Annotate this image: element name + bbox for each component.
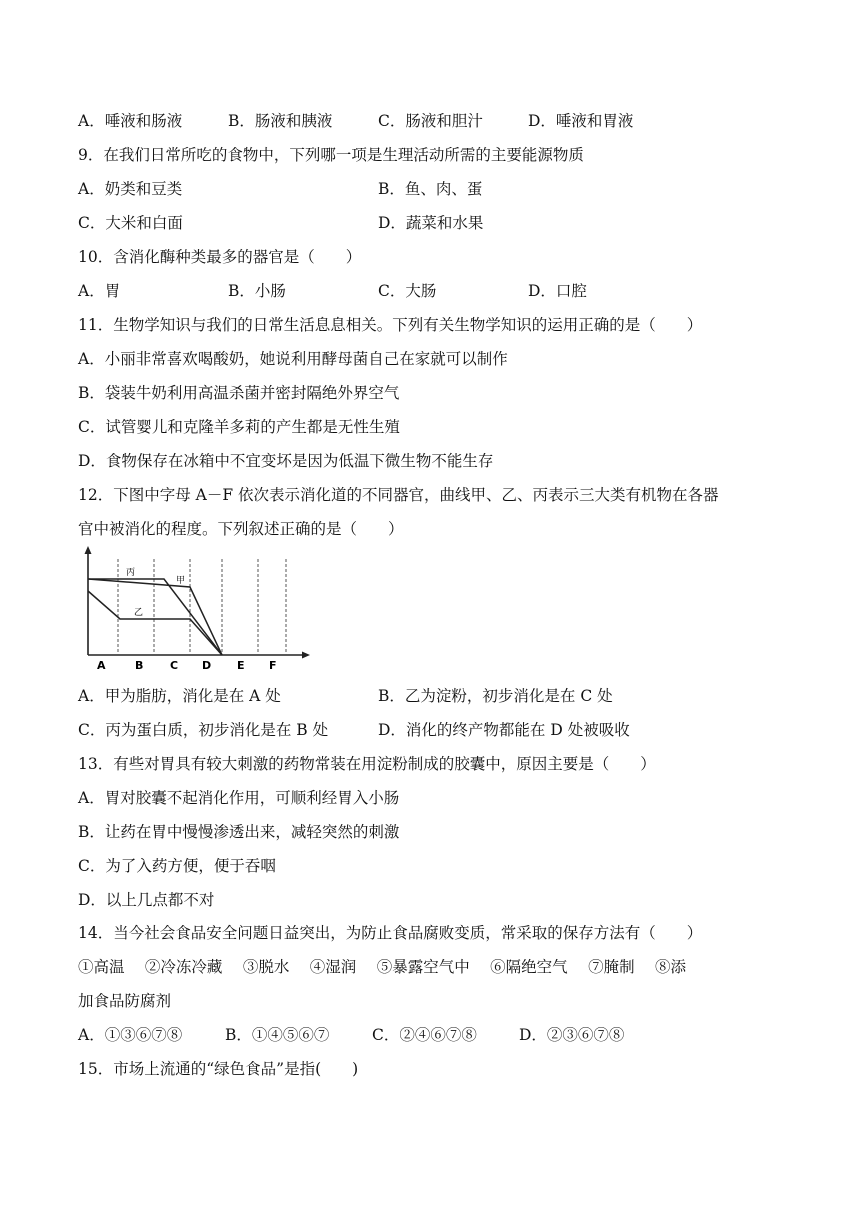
q8-option-a: A．唾液和肠液 <box>78 112 183 130</box>
q8-option-d: D．唾液和胃液 <box>528 112 634 130</box>
q15-stem: 15．市场上流通的“绿色食品”是指( ) <box>78 1060 359 1078</box>
curve-label-yi: 乙 <box>134 608 144 618</box>
x-label-b: B <box>135 659 144 672</box>
q14-option-a: A．①③⑥⑦⑧ <box>78 1026 183 1044</box>
q11-option-c: C．试管婴儿和克隆羊多莉的产生都是无性生殖 <box>78 418 400 436</box>
q13-option-b: B．让药在胃中慢慢渗透出来，减轻突然的刺激 <box>78 823 400 841</box>
q10-option-a: A．胃 <box>78 282 121 300</box>
q9-option-d: D．蔬菜和水果 <box>378 214 484 232</box>
x-label-c: C <box>170 659 179 672</box>
q11-option-a: A．小丽非常喜欢喝酸奶，她说利用酵母菌自己在家就可以制作 <box>78 350 508 368</box>
q14-items-line1: ①高温 ②冷冻冷藏 ③脱水 ④湿润 ⑤暴露空气中 ⑥隔绝空气 ⑦腌制 ⑧添 <box>78 958 686 976</box>
curve-label-jia: 甲 <box>176 576 186 586</box>
x-label-a: A <box>97 659 106 672</box>
q11-option-b: B．袋装牛奶利用高温杀菌并密封隔绝外界空气 <box>78 384 400 402</box>
q8-option-b: B．肠液和胰液 <box>228 112 333 130</box>
q13-option-d: D．以上几点都不对 <box>78 891 215 909</box>
q12-option-c: C．丙为蛋白质，初步消化是在 B 处 <box>78 721 329 739</box>
q14-option-c: C．②④⑥⑦⑧ <box>372 1026 477 1044</box>
q13-option-c: C．为了入药方便，便于吞咽 <box>78 857 276 875</box>
q14-stem: 14．当今社会食品安全问题日益突出，为防止食品腐败变质，常采取的保存方法有（ ） <box>78 924 703 942</box>
q9-option-b: B．鱼、肉、蛋 <box>378 180 483 198</box>
y-axis-arrow <box>85 546 92 554</box>
digestion-curve-figure <box>82 545 314 673</box>
q10-stem: 10．含消化酶种类最多的器官是（ ） <box>78 248 362 266</box>
digestion-curve-svg <box>82 545 314 673</box>
q12-option-a: A．甲为脂肪，消化是在 A 处 <box>78 687 281 705</box>
q9-option-a: A．奶类和豆类 <box>78 180 183 198</box>
curve-label-bing: 丙 <box>126 568 136 578</box>
x-label-f: F <box>269 659 277 672</box>
q12-stem-line2: 官中被消化的程度。下列叙述正确的是（ ） <box>78 520 404 538</box>
q14-items-line2: 加食品防腐剂 <box>78 992 172 1010</box>
q12-option-b: B．乙为淀粉，初步消化是在 C 处 <box>378 687 613 705</box>
curve-jia <box>88 579 222 655</box>
q13-stem: 13．有些对胃具有较大刺激的药物常装在用淀粉制成的胶囊中，原因主要是（ ） <box>78 755 656 773</box>
x-label-e: E <box>237 659 245 672</box>
q14-option-d: D．②③⑥⑦⑧ <box>519 1026 625 1044</box>
q11-option-d: D．食物保存在冰箱中不宜变坏是因为低温下微生物不能生存 <box>78 452 494 470</box>
q9-stem: 9．在我们日常所吃的食物中，下列哪一项是生理活动所需的主要能源物质 <box>78 146 584 164</box>
q9-option-c: C．大米和白面 <box>78 214 183 232</box>
curve-bing <box>88 579 222 655</box>
q12-stem-line1: 12．下图中字母 A－F 依次表示消化道的不同器官，曲线甲、乙、丙表示三大类有机物在各器 <box>78 486 719 504</box>
q13-option-a: A．胃对胶囊不起消化作用，可顺利经胃入小肠 <box>78 789 400 807</box>
q10-option-b: B．小肠 <box>228 282 286 300</box>
q11-stem: 11．生物学知识与我们的日常生活息息相关。下列有关生物学知识的运用正确的是（ ） <box>78 316 703 334</box>
x-label-d: D <box>202 659 212 672</box>
q8-option-c: C．肠液和胆汁 <box>378 112 483 130</box>
q14-option-b: B．①④⑤⑥⑦ <box>225 1026 330 1044</box>
curve-yi <box>88 591 222 655</box>
q12-option-d: D．消化的终产物都能在 D 处被吸收 <box>378 721 630 739</box>
q10-option-c: C．大肠 <box>378 282 437 300</box>
q10-option-d: D．口腔 <box>528 282 587 300</box>
x-axis-arrow <box>302 652 310 659</box>
